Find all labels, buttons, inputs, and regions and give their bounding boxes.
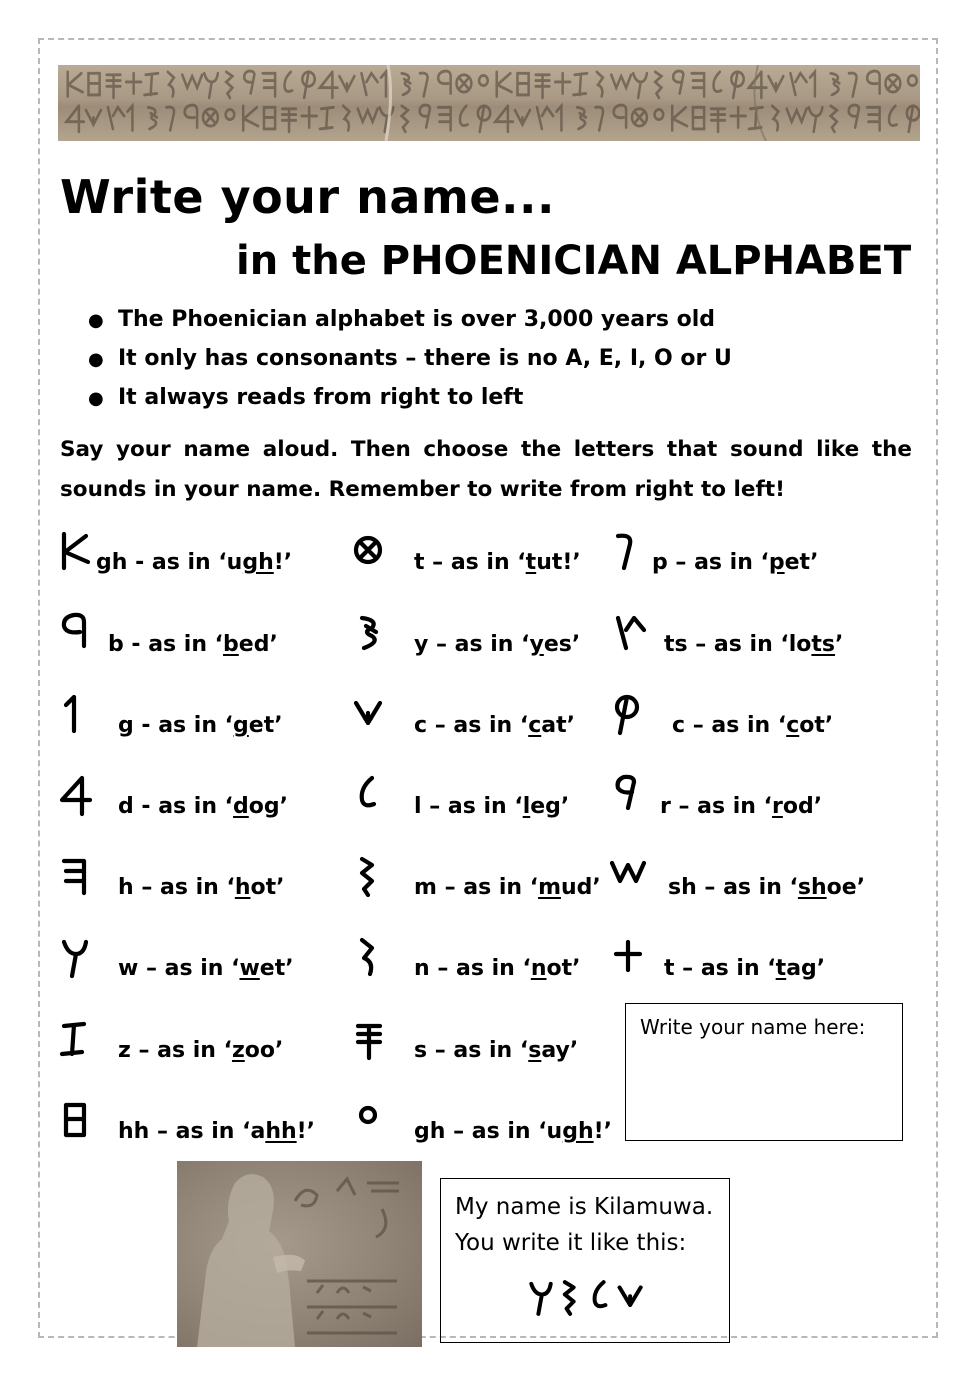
phoenician-he-glyph [58, 855, 92, 899]
sound-label-text: ot’ [546, 956, 581, 981]
sound-label-text: ’ [835, 632, 844, 657]
phoenician-kaph-glyph [352, 693, 386, 737]
fact-item [88, 380, 732, 419]
sound-label [118, 1037, 283, 1065]
sound-label-text: s – as in ‘ [414, 1038, 529, 1063]
phoenician-nun-glyph [352, 936, 386, 980]
inscription-banner-image [58, 65, 920, 141]
sound-label-text: og’ [248, 794, 289, 819]
sound-label-text: d - as in ‘ [118, 794, 234, 819]
sound-label-underlined: s [528, 1038, 542, 1063]
sound-label-text: ot’ [799, 713, 834, 738]
sound-label [118, 793, 288, 821]
sound-label-text: ut!’ [536, 550, 581, 575]
sound-label-underlined: d [233, 794, 249, 819]
phoenician-daleth-glyph [58, 774, 92, 818]
phoenician-aleph-glyph [58, 530, 92, 574]
sound-label [118, 1118, 315, 1146]
sound-label [672, 712, 833, 740]
sound-label-text: ag’ [786, 956, 826, 981]
phoenician-qoph-glyph [610, 693, 644, 737]
phoenician-heth-glyph [58, 1099, 92, 1143]
bullet-icon: ● [88, 349, 104, 370]
sound-label-text: ts – as in ‘lo [664, 632, 812, 657]
sound-label-text: ay’ [541, 1038, 579, 1063]
title-line-2: in the PHOENICIAN ALPHABET [236, 238, 912, 284]
sound-label-underlined: g [233, 713, 249, 738]
sound-label-underlined: r [772, 794, 783, 819]
phoenician-waw-glyph [58, 936, 92, 980]
sound-label-underlined: sh [797, 875, 827, 900]
sound-label-text: y – as in ‘ [414, 632, 530, 657]
sound-label-underlined: b [223, 632, 239, 657]
example-box [440, 1178, 730, 1343]
sound-label [664, 955, 825, 983]
sound-label-underlined: ts [811, 632, 836, 657]
sound-label-text: gh – as in ‘u [414, 1119, 563, 1144]
sound-label-text: z – as in ‘ [118, 1038, 232, 1063]
sound-label-text: c – as in ‘ [414, 713, 529, 738]
sound-label-text: ed’ [238, 632, 278, 657]
sound-label [108, 631, 278, 659]
example-waw-glyph [526, 1277, 556, 1319]
example-line-2: You write it like this: [455, 1230, 687, 1256]
sound-label-text: g - as in ‘ [118, 713, 234, 738]
sound-label-text: r – as in ‘ [660, 794, 772, 819]
fact-item [88, 341, 732, 380]
bullet-icon: ● [88, 388, 104, 409]
sound-label-underlined: h [234, 875, 251, 900]
sound-label [118, 955, 294, 983]
title-line-1: Write your name... [60, 170, 555, 224]
sound-label-text: l – as in ‘ [414, 794, 523, 819]
sound-label [414, 631, 580, 659]
sound-label-underlined: t [525, 550, 537, 575]
sound-label-underlined: t [775, 956, 787, 981]
sound-label-text: at’ [541, 713, 575, 738]
sound-label-underlined: n [530, 956, 547, 981]
phoenician-tsade-glyph [610, 612, 644, 656]
sound-label-text: b - as in ‘ [108, 632, 224, 657]
sound-label-text: t – as in ‘ [414, 550, 526, 575]
sound-label-text: eg’ [530, 794, 570, 819]
sound-label [414, 712, 575, 740]
sound-label [414, 549, 581, 577]
example-mem-glyph [556, 1277, 586, 1319]
phoenician-ayin-glyph [352, 1099, 386, 1143]
sound-label-text: ot’ [250, 875, 285, 900]
sound-label-text: hh – as in ‘a [118, 1119, 266, 1144]
phoenician-shin-glyph [610, 855, 644, 899]
example-line-1: My name is Kilamuwa. [455, 1194, 714, 1220]
sound-label [652, 549, 818, 577]
sound-label-text: c – as in ‘ [672, 713, 787, 738]
sound-label [118, 712, 283, 740]
sound-label-text: w – as in ‘ [118, 956, 240, 981]
sound-label [414, 874, 601, 902]
sound-label-text: h – as in ‘ [118, 875, 235, 900]
fact-text: It always reads from right to left [118, 385, 524, 410]
phoenician-samekh-glyph [352, 1018, 386, 1062]
sound-label-text: n – as in ‘ [414, 956, 531, 981]
fact-text: The Phoenician alphabet is over 3,000 years old [118, 307, 716, 332]
sound-label-text: et’ [248, 713, 283, 738]
sound-label-text: !’ [296, 1119, 316, 1144]
sound-label-underlined: c [786, 713, 800, 738]
sound-label-underlined: hh [265, 1119, 297, 1144]
sound-label-text: gh - as in ‘u [96, 550, 243, 575]
phoenician-yodh-glyph [352, 612, 386, 656]
sound-label-text: es’ [543, 632, 581, 657]
example-lamedh-glyph [586, 1277, 616, 1319]
phoenician-beth-glyph [58, 612, 92, 656]
kilamuwa-relief-image [177, 1161, 422, 1347]
sound-label-text: et’ [784, 550, 819, 575]
sound-label-text: oe’ [826, 875, 866, 900]
sound-label [414, 1037, 578, 1065]
example-glyphs [526, 1277, 656, 1327]
name-entry-box[interactable] [625, 1003, 903, 1141]
name-box-label: Write your name here: [640, 1015, 866, 1039]
sound-label [118, 874, 284, 902]
sound-label-underlined: l [522, 794, 531, 819]
sound-label-underlined: c [528, 713, 542, 738]
instructions-paragraph: Say your name aloud. Then choose the letters that sound like the sounds in your name. Remember to write from right to left! [60, 437, 912, 502]
sound-label-text: m – as in ‘ [414, 875, 539, 900]
sound-label [668, 874, 865, 902]
sound-label-underlined: m [538, 875, 561, 900]
phoenician-pe-glyph [610, 530, 644, 574]
phoenician-taw-glyph [610, 936, 644, 980]
sound-label [660, 793, 822, 821]
sound-label-text: !’ [273, 550, 293, 575]
sound-label-underlined: z [231, 1038, 245, 1063]
sound-label [414, 1118, 612, 1146]
phoenician-lamedh-glyph [352, 774, 386, 818]
sound-label [414, 793, 569, 821]
sound-label-text: oo’ [244, 1038, 284, 1063]
sound-label-underlined: gh [242, 550, 274, 575]
sound-label-text: p – as in ‘ [652, 550, 769, 575]
sound-label-underlined: p [768, 550, 785, 575]
sound-label-text: et’ [259, 956, 294, 981]
example-kaph-glyph [616, 1277, 646, 1319]
phoenician-gimel-glyph [58, 693, 92, 737]
sound-label-text: od’ [782, 794, 823, 819]
fact-item [88, 302, 732, 341]
sound-label [96, 549, 292, 577]
sound-label-text: sh – as in ‘ [668, 875, 798, 900]
sound-label-underlined: gh [562, 1119, 594, 1144]
phoenician-resh-glyph [610, 774, 644, 818]
fact-text: It only has consonants – there is no A, E, I, O or U [118, 346, 732, 371]
sound-label-underlined: w [239, 956, 260, 981]
phoenician-mem-glyph [352, 855, 386, 899]
sound-label-text: t – as in ‘ [664, 956, 776, 981]
phoenician-teth-glyph [352, 530, 386, 574]
sound-label [414, 955, 580, 983]
facts-list [88, 302, 732, 419]
phoenician-zayin-glyph [58, 1018, 92, 1062]
sound-label-text: !’ [593, 1119, 613, 1144]
sound-label [664, 631, 843, 659]
sound-label-text: ud’ [561, 875, 601, 900]
sound-label-underlined: y [529, 632, 544, 657]
bullet-icon: ● [88, 310, 104, 331]
